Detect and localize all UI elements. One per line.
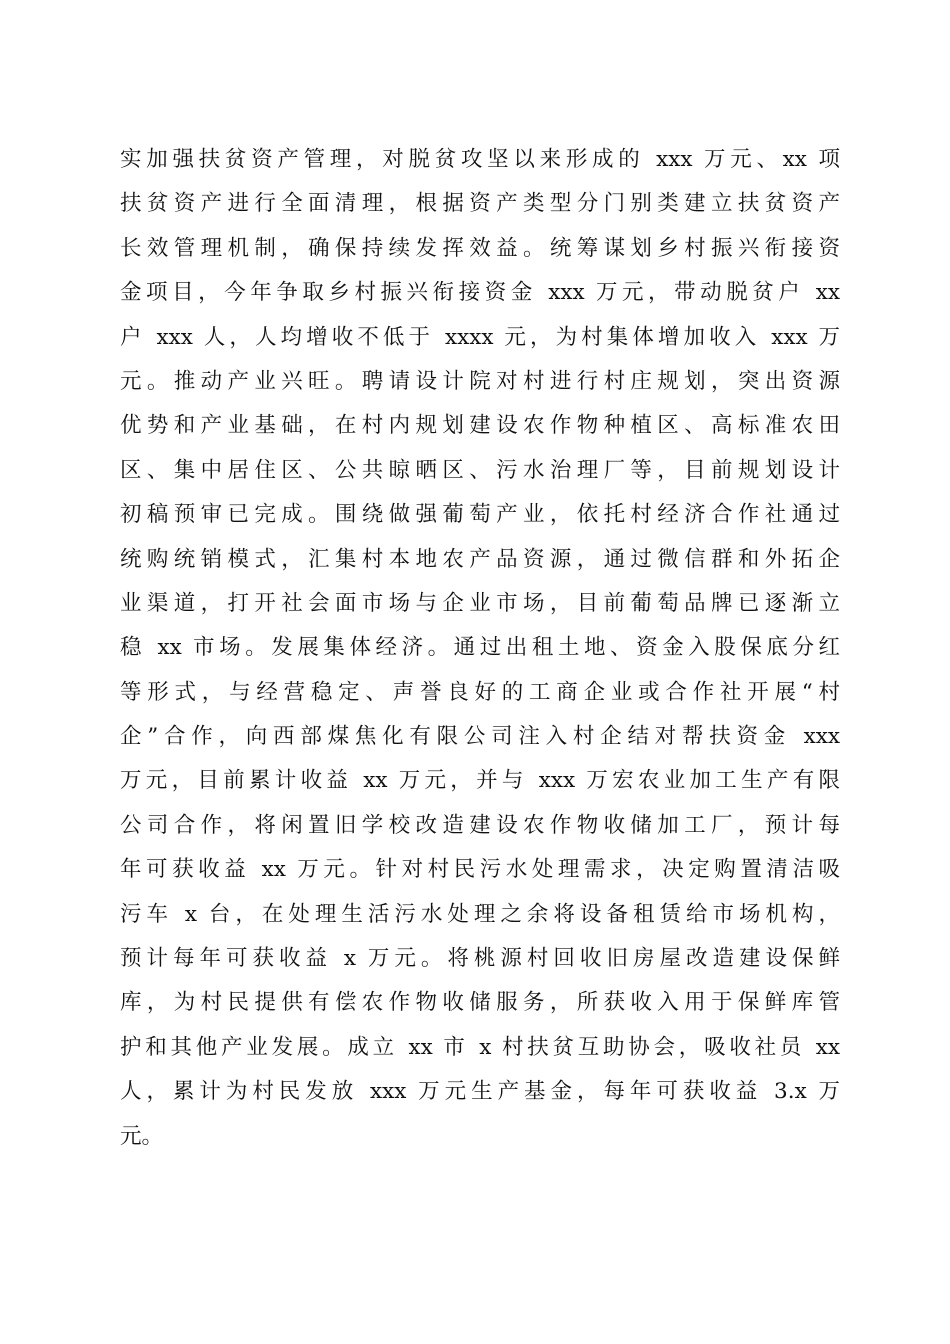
text-line: 人，累计为村民发放 xxx 万元生产基金，每年可获收益 3.x 万 (120, 1079, 840, 1105)
text-line: 等形式，与经营稳定、声誉良好的工商企业或合作社开展“村 (120, 679, 840, 705)
text-line: 污车 x 台，在处理生活污水处理之余将设备租赁给市场机构， (120, 901, 840, 927)
text-line: 区、集中居住区、公共晾晒区、污水治理厂等，目前规划设计 (120, 457, 840, 483)
body-paragraph (120, 138, 840, 1159)
text-line: 业渠道，打开社会面市场与企业市场，目前葡萄品牌已逐渐立 (120, 590, 840, 616)
text-line: 统购统销模式，汇集村本地农产品资源，通过微信群和外拓企 (120, 546, 840, 572)
text-line: 实加强扶贫资产管理，对脱贫攻坚以来形成的 xxx 万元、xx 项 (120, 147, 840, 172)
text-line: 万元，目前累计收益 xx 万元，并与 xxx 万宏农业加工生产有限 (120, 768, 840, 794)
text-line: 公司合作，将闲置旧学校改造建设农作物收储加工厂，预计每 (120, 812, 840, 838)
text-line: 护和其他产业发展。成立 xx 市 x 村扶贫互助协会，吸收社员 xx (120, 1034, 840, 1060)
text-line: 元。 (120, 1123, 164, 1149)
text-line: 扶贫资产进行全面清理，根据资产类型分门别类建立扶贫资产 (120, 191, 840, 217)
text-line: 初稿预审已完成。围绕做强葡萄产业，依托村经济合作社通过 (120, 502, 840, 528)
text-line: 企”合作，向西部煤焦化有限公司注入村企结对帮扶资金 xxx (120, 724, 840, 750)
text-line: 年可获收益 xx 万元。针对村民污水处理需求，决定购置清洁吸 (120, 857, 840, 883)
text-line: 元。推动产业兴旺。聘请设计院对村进行村庄规划，突出资源 (120, 368, 840, 394)
text-line: 优势和产业基础，在村内规划建设农作物种植区、高标准农田 (120, 413, 840, 439)
text-line: 户 xxx 人，人均增收不低于 xxxx 元，为村集体增加收入 xxx 万 (120, 324, 840, 350)
text-line: 库，为村民提供有偿农作物收储服务，所获收入用于保鲜库管 (120, 990, 840, 1016)
text-line: 预计每年可获收益 x 万元。将桃源村回收旧房屋改造建设保鲜 (120, 946, 840, 972)
text-line: 稳 xx 市场。发展集体经济。通过出租土地、资金入股保底分红 (120, 635, 840, 661)
text-line: 长效管理机制，确保持续发挥效益。统筹谋划乡村振兴衔接资 (120, 235, 840, 261)
text-line: 金项目，今年争取乡村振兴衔接资金 xxx 万元，带动脱贫户 xx (120, 280, 840, 306)
